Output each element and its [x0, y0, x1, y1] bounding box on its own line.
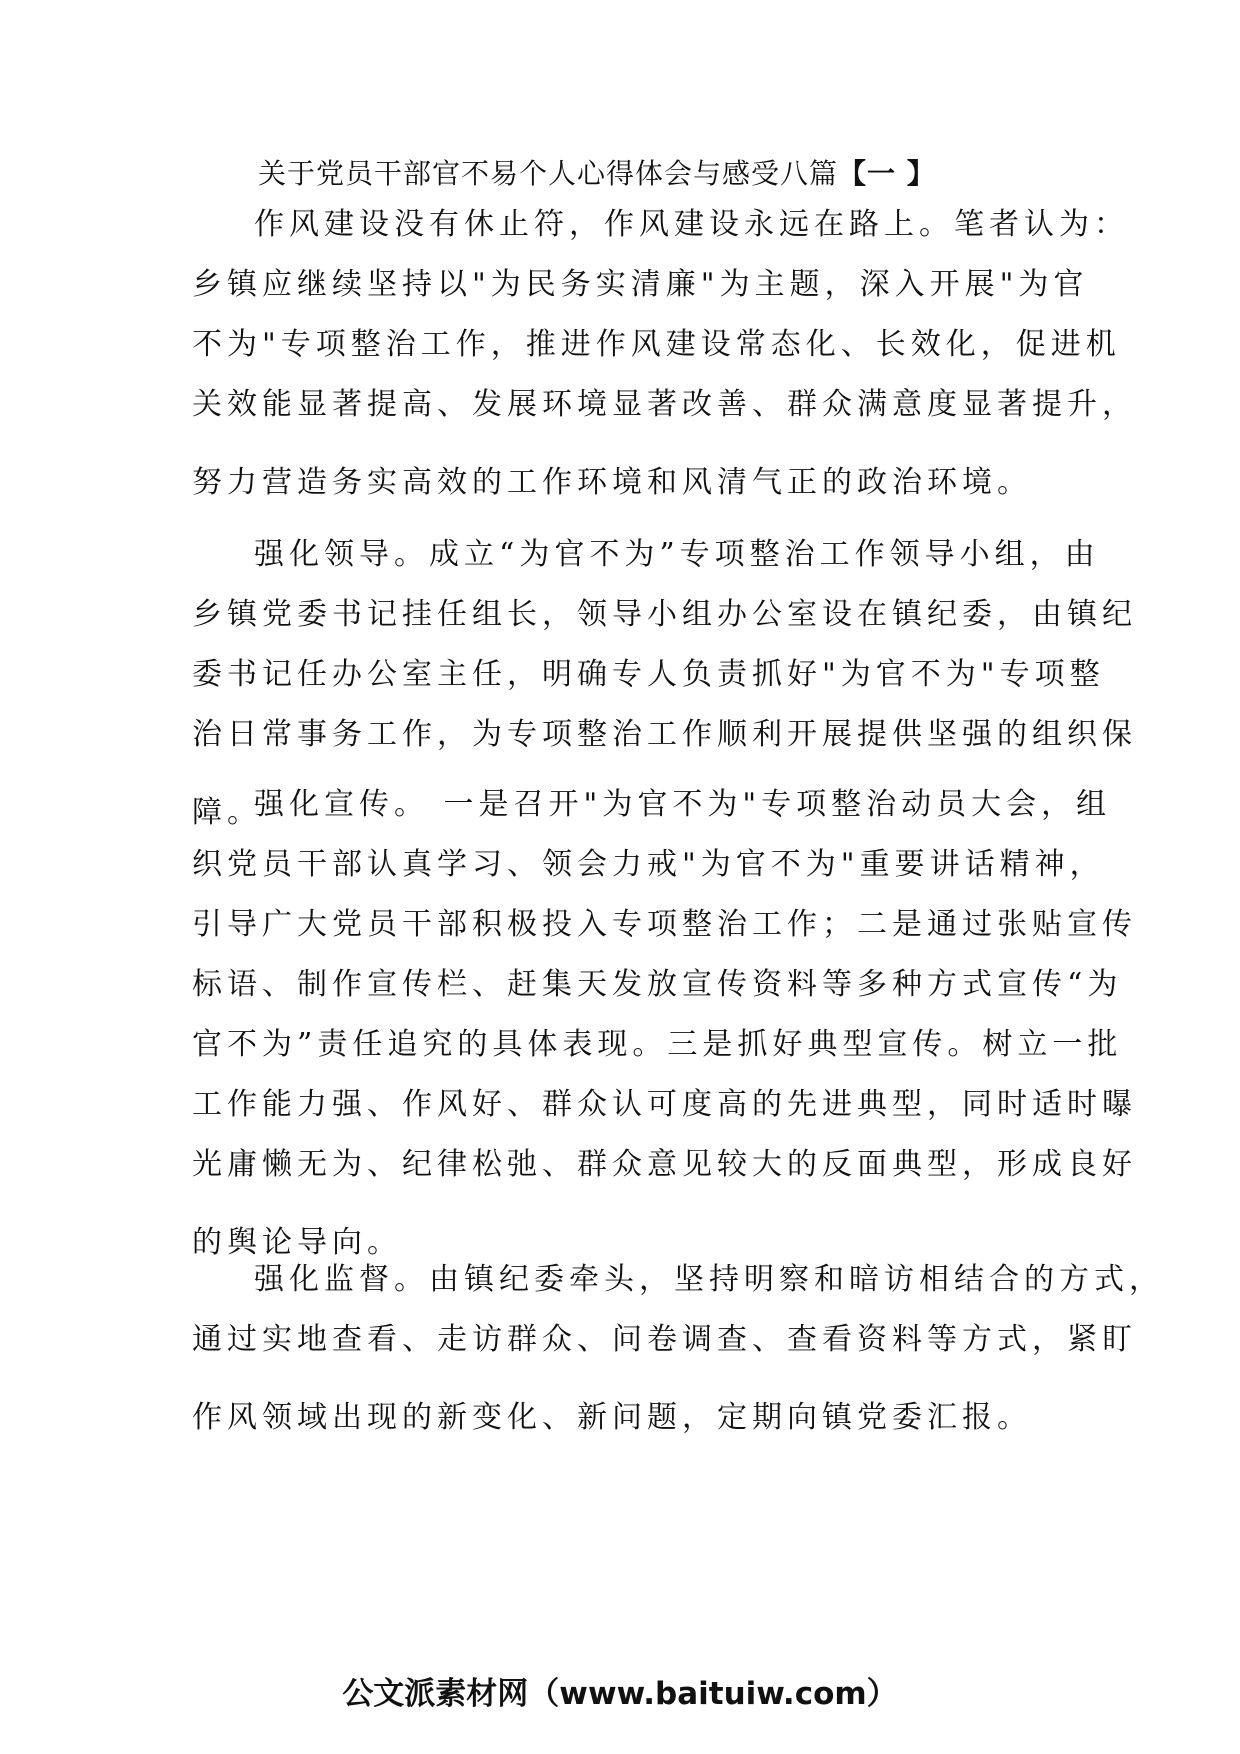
paragraph-line: 关效能显著提高、发展环境显著改善、群众满意度显著提升，: [192, 387, 1137, 422]
paragraph-line: 障。: [192, 795, 262, 830]
paragraph-line: 强化监督。由镇纪委牵头，坚持明察和暗访相结合的方式，: [254, 1262, 1164, 1297]
paragraph-line: 强化领导。成立“为官不为”专项整治工作领导小组，由: [254, 537, 1100, 572]
paragraph-line: 努力营造务实高效的工作环境和风清气正的政治环境。: [192, 465, 1032, 500]
paragraph-4: [192, 1250, 1164, 1448]
paragraph-line: 乡镇党委书记挂任组长，领导小组办公室设在镇纪委，由镇纪: [192, 597, 1137, 632]
paragraph-line: 乡镇应继续坚持以"为民务实清廉"为主题，深入开展"为官: [192, 267, 1089, 302]
paragraph-line: 工作能力强、作风好、群众认可度高的先进典型，同时适时曝: [192, 1087, 1137, 1122]
paragraph-line: 委书记任办公室主任，明确专人负责抓好"为官不为"专项整: [192, 657, 1105, 692]
title-bracket-text: 【一 】: [838, 157, 936, 190]
paragraph-line: 的舆论导向。: [192, 1225, 402, 1260]
document-title: [258, 154, 936, 194]
paragraph-line: 光庸懒无为、纪律松弛、群众意见较大的反面典型，形成良好: [192, 1147, 1137, 1182]
title-main-text: 关于党员干部官不易个人心得体会与感受八篇: [258, 157, 839, 190]
paragraph-line: 作风建设没有休止符，作风建设永远在路上。笔者认为：: [254, 207, 1129, 242]
paragraph-line: 引导广大党员干部积极投入专项整治工作；二是通过张贴宣传: [192, 907, 1137, 942]
paragraph-3: [192, 775, 1137, 1273]
paragraph-line: 作风领域出现的新变化、新问题，定期向镇党委汇报。: [192, 1400, 1032, 1435]
paragraph-line: 不为"专项整治工作，推进作风建设常态化、长效化，促进机: [192, 327, 1121, 362]
paragraph-line: 标语、制作宣传栏、赶集天发放宣传资料等多种方式宣传“为: [192, 967, 1123, 1002]
paragraph-line: 通过实地查看、走访群众、问卷调查、查看资料等方式，紧盯: [192, 1322, 1137, 1357]
paragraph-line: 织党员干部认真学习、领会力戒"为官不为"重要讲话精神，: [192, 847, 1105, 882]
footer-watermark: 公文派素材网（www.baituiw.com）: [342, 1676, 898, 1712]
paragraph-line: 治日常事务工作，为专项整治工作顺利开展提供坚强的组织保: [192, 717, 1137, 752]
paragraph-line: 强化宣传。 一是召开"为官不为"专项整治动员大会，组: [254, 787, 1112, 822]
paragraph-line: 官不为”责任追究的具体表现。三是抓好典型宣传。树立一批: [192, 1027, 1123, 1062]
paragraph-1: [192, 195, 1137, 513]
